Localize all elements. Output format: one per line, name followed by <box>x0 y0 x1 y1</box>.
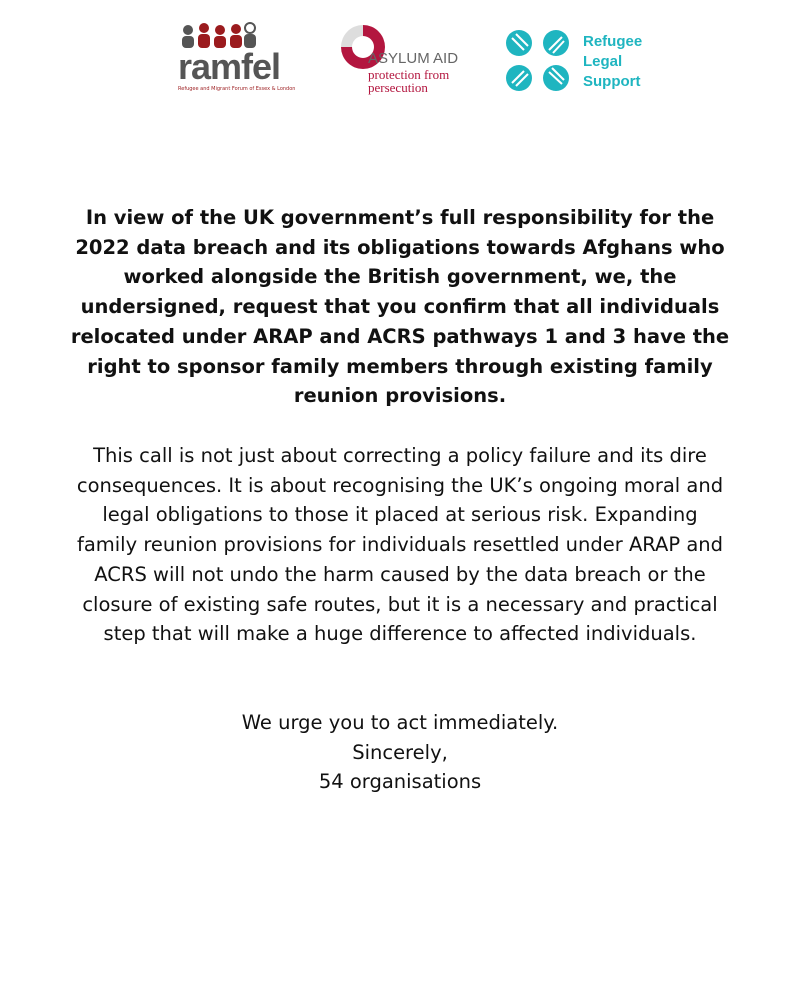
hands-icon <box>504 28 574 98</box>
asylum-aid-tagline: protection from persecution <box>368 67 450 95</box>
refugee-legal-support-logo <box>504 22 644 97</box>
asylum-aid-logo <box>338 22 468 97</box>
ramfel-tagline: Refugee and Migrant Forum of Essex & London <box>178 86 296 92</box>
closing-signatories: 54 organisations <box>318 770 482 794</box>
closing-salutation: Sincerely, <box>352 740 448 764</box>
people-icon <box>180 22 260 48</box>
closing <box>70 708 730 797</box>
ramfel-wordmark: ramfel <box>178 46 281 87</box>
closing-urge: We urge you to act immediately. <box>241 711 559 734</box>
ramfel-logo <box>178 22 296 97</box>
request-paragraph: In view of the UK government’s full responsibility for the 2022 data breach and its obligations towards Afghans who worked alongside the British government, we, the undersigned, request that you confirm that all individuals relocated under ARAP and ACRS pathways 1 and 3 have the right to sponsor family members through existing family reunion provisions. <box>70 206 730 408</box>
context-paragraph: This call is not just about correcting a policy failure and its dire consequences. It is about recognising the UK’s ongoing moral and legal obligations to those it placed at serious risk. Expanding family reunion provisions for individuals resettled under ARAP and ACRS will not undo the harm caused by the data breach or the closure of existing safe routes, but it is a necessary and practical step that will make a huge difference to affected individuals. <box>76 444 724 646</box>
asylum-aid-name: ASYLUM AID <box>368 50 459 67</box>
refugee-legal-support-name: Refugee Legal Support <box>583 33 643 90</box>
